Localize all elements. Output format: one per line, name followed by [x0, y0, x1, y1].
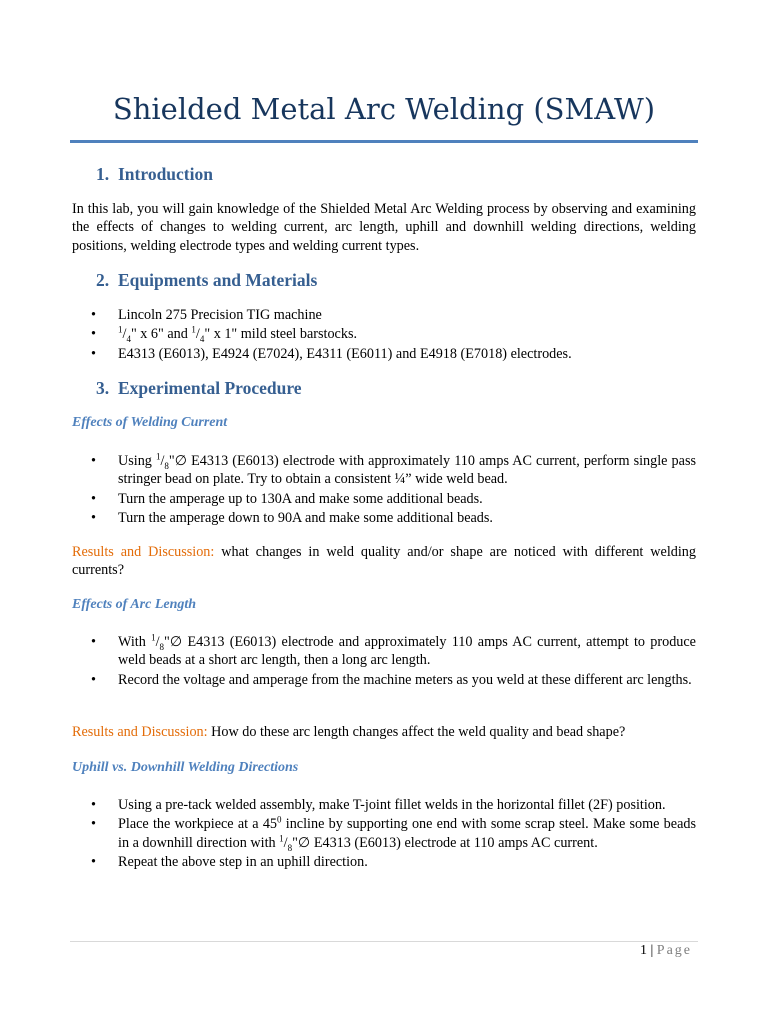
fraction	[118, 324, 131, 345]
bullet: •	[91, 854, 96, 871]
document-title: Shielded Metal Arc Welding (SMAW)	[112, 92, 656, 126]
list-item	[72, 633, 696, 670]
results-discussion-label: Results and Discussion:	[72, 724, 208, 740]
fraction-slash: /	[155, 634, 160, 650]
list-item-text: "∅ E4313 (E6013) electrode at 110 amps AC current.	[292, 834, 598, 851]
fraction-denominator: 4	[126, 334, 131, 345]
bullet: •	[91, 797, 96, 813]
fraction-slash: /	[160, 453, 165, 469]
results-discussion-arc	[72, 723, 696, 741]
heading-procedure	[96, 378, 302, 399]
heading-number: 2.	[96, 270, 110, 290]
results-discussion-current	[72, 543, 696, 580]
heading-equipments	[96, 270, 317, 291]
subheading-welding-current: Effects of Welding Current	[72, 415, 228, 430]
list-item-text: Turn the amperage up to 130A and make some additional beads.	[118, 490, 483, 507]
fraction-numerator: 1	[191, 324, 196, 335]
welding-current-list	[72, 452, 696, 529]
subheading-uphill-downhill: Uphill vs. Downhill Welding Directions	[72, 760, 299, 775]
title-underline	[70, 140, 698, 143]
heading-text: Introduction	[118, 164, 213, 184]
fraction	[156, 453, 169, 469]
page-number: 1	[639, 943, 647, 958]
list-item	[72, 325, 696, 343]
uphill-downhill-list	[72, 796, 696, 873]
list-item-text: Lincoln 275 Precision TIG machine	[118, 307, 322, 323]
list-item-text: " x 6" and	[130, 326, 192, 343]
list-item	[72, 509, 696, 527]
results-discussion-text: what changes in weld quality and/or shape are noticed with different welding currents?	[72, 544, 696, 579]
fraction-denominator: 4	[199, 334, 205, 345]
fraction-denominator: 8	[287, 842, 293, 853]
list-item-text: " x 1" mild steel barstocks.	[204, 326, 358, 343]
bullet: •	[91, 510, 96, 527]
bullet: •	[91, 490, 96, 507]
list-item	[72, 853, 696, 871]
bullet: •	[91, 345, 96, 362]
heading-text: Equipments and Materials	[118, 270, 318, 290]
bullet: •	[91, 307, 96, 323]
fraction-slash: /	[122, 326, 127, 343]
fraction-numerator: 1	[151, 632, 156, 643]
list-item-text: Turn the amperage down to 90A and make some additional beads.	[118, 510, 493, 527]
results-discussion-text: How do these arc length changes affect the weld quality and bead shape?	[207, 724, 626, 740]
list-item	[72, 796, 696, 814]
fraction	[279, 835, 292, 851]
arc-length-list	[72, 633, 696, 690]
bullet: •	[91, 453, 96, 469]
degree-superscript: 0	[277, 814, 282, 825]
list-item-text: Repeat the above step in an uphill direction.	[118, 854, 368, 871]
list-item-text: incline by supporting one end with some scrap steel. Make some beads in a downhill direction with	[118, 816, 696, 851]
list-item-text: Using a pre-tack welded assembly, make T-joint fillet welds in the horizontal fillet (2F) position.	[118, 797, 666, 813]
list-item	[72, 345, 696, 363]
bullet: •	[91, 634, 96, 650]
page-label: Page	[656, 943, 692, 958]
fraction-numerator: 1	[118, 324, 123, 335]
heading-introduction	[96, 164, 213, 185]
list-item-text: With	[118, 634, 152, 650]
fraction-denominator: 8	[159, 641, 165, 652]
page-footer	[640, 943, 692, 959]
list-item-text: "∅ E4313 (E6013) electrode and approximately 110 amps AC current, attempt to produce weld beads at a short arc length, then a long arc length.	[118, 634, 696, 669]
list-item	[72, 452, 696, 489]
list-item	[72, 815, 696, 852]
bullet: •	[91, 816, 96, 833]
heading-text: Experimental Procedure	[118, 378, 302, 398]
footer-separator: |	[646, 943, 657, 958]
fraction-slash: /	[283, 834, 288, 851]
fraction-numerator: 1	[155, 451, 161, 462]
heading-number: 3.	[96, 378, 110, 398]
fraction	[151, 634, 164, 650]
list-item	[72, 306, 696, 324]
subheading-arc-length: Effects of Arc Length	[72, 597, 197, 612]
fraction-numerator: 1	[279, 833, 284, 844]
footer-divider	[70, 941, 698, 942]
equipment-list	[72, 306, 696, 364]
heading-number: 1.	[96, 164, 110, 184]
list-item	[72, 490, 696, 508]
intro-paragraph: In this lab, you will gain knowledge of the Shielded Metal Arc Welding process by observing and examining the effects of changes to welding current, arc length, uphill and downhill welding directions, welding positions, welding electrode types and welding current types.	[72, 201, 696, 254]
list-item-text: Record the voltage and amperage from the machine meters as you weld at these different arc lengths.	[118, 671, 692, 688]
fraction	[191, 324, 205, 345]
list-item	[72, 671, 696, 689]
list-item-text: Using	[118, 453, 156, 469]
list-item-text: E4313 (E6013), E4924 (E7024), E4311 (E6011) and E4918 (E7018) electrodes.	[118, 345, 572, 362]
fraction-slash: /	[195, 326, 200, 343]
list-item-text: "∅ E4313 (E6013) electrode with approximately 110 amps AC current, perform single pass stringer bead on plate. Try to obtain a consistent ¼” wide weld bead.	[118, 453, 696, 488]
fraction-denominator: 8	[164, 460, 169, 471]
results-discussion-label: Results and Discussion:	[72, 544, 215, 560]
bullet: •	[91, 326, 96, 343]
list-item-text: Place the workpiece at a 45	[118, 816, 278, 833]
bullet: •	[91, 671, 96, 688]
